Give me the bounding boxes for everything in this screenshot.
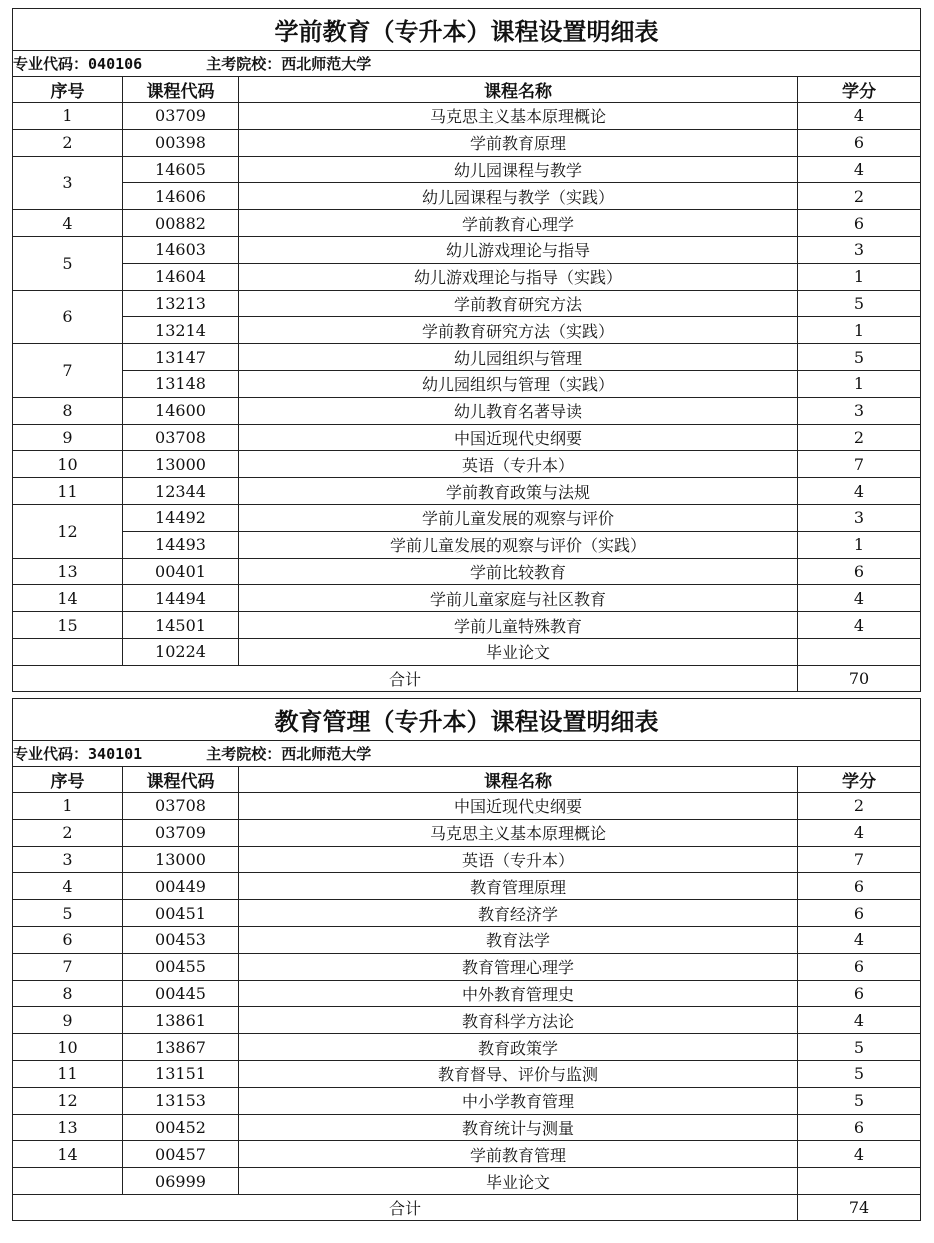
course-code: 14492 [123,504,239,531]
table-row [13,873,921,900]
table-row [13,953,921,980]
header-credit: 学分 [798,767,921,793]
row-number: 7 [13,344,123,398]
major-code-label: 专业代码： [13,745,89,763]
course-credit: 1 [798,263,921,290]
course-credit: 5 [798,1060,921,1087]
major-code: 040106 [88,55,143,73]
table-preschool-education [12,8,921,692]
course-credit: 4 [798,612,921,639]
course-code: 00882 [123,210,239,237]
course-code: 00457 [123,1141,239,1168]
course-credit: 5 [798,344,921,371]
course-name: 学前教育原理 [239,129,798,156]
course-name: 中外教育管理史 [239,980,798,1007]
table-row [13,1007,921,1034]
row-number: 9 [13,424,123,451]
course-credit: 5 [798,1034,921,1061]
course-name: 英语（专升本） [239,451,798,478]
row-number: 3 [13,156,123,210]
course-credit: 2 [798,424,921,451]
course-credit: 6 [798,129,921,156]
course-code: 14604 [123,263,239,290]
row-number: 8 [13,980,123,1007]
title-row [13,9,921,51]
table-row [13,1060,921,1087]
course-name: 学前教育研究方法 [239,290,798,317]
row-number: 5 [13,900,123,927]
course-name: 幼儿教育名著导读 [239,397,798,424]
info-cell [13,741,921,767]
header-row [13,767,921,793]
course-code: 00452 [123,1114,239,1141]
table-row [13,478,921,505]
title-row [13,699,921,741]
course-code: 00455 [123,953,239,980]
course-name: 教育督导、评价与监测 [239,1060,798,1087]
table-row [13,1141,921,1168]
course-credit: 7 [798,451,921,478]
row-number: 4 [13,873,123,900]
row-number: 2 [13,819,123,846]
info-row [13,741,921,767]
table-row [13,451,921,478]
course-credit: 1 [798,370,921,397]
course-code: 14603 [123,236,239,263]
table-row [13,926,921,953]
table-row [13,317,921,344]
course-code: 14493 [123,531,239,558]
row-number: 10 [13,451,123,478]
course-credit: 3 [798,504,921,531]
course-credit: 5 [798,290,921,317]
course-code: 13861 [123,1007,239,1034]
course-code: 13867 [123,1034,239,1061]
table-row [13,1114,921,1141]
course-code: 06999 [123,1168,239,1195]
row-number: 10 [13,1034,123,1061]
row-number: 12 [13,504,123,558]
course-code: 03708 [123,793,239,820]
course-credit: 6 [798,900,921,927]
course-name: 学前儿童发展的观察与评价（实践） [239,531,798,558]
row-number: 14 [13,585,123,612]
row-number: 9 [13,1007,123,1034]
course-credit: 4 [798,819,921,846]
course-code: 00453 [123,926,239,953]
table-row [13,793,921,820]
course-credit: 6 [798,873,921,900]
table-row [13,103,921,130]
total-label: 合计 [13,1194,798,1220]
row-number: 4 [13,210,123,237]
header-code: 课程代码 [123,767,239,793]
course-name: 学前教育政策与法规 [239,478,798,505]
table-education-management [12,698,921,1221]
table-row [13,424,921,451]
major-code: 340101 [88,745,143,763]
table-row [13,558,921,585]
table-row [13,129,921,156]
table-row [13,397,921,424]
course-credit: 4 [798,103,921,130]
school-label: 主考院校： [206,55,282,73]
course-name: 学前教育心理学 [239,210,798,237]
course-code: 13000 [123,846,239,873]
row-number: 15 [13,612,123,639]
row-number: 12 [13,1087,123,1114]
course-code: 00401 [123,558,239,585]
row-number: 3 [13,846,123,873]
table-row [13,1087,921,1114]
table-row [13,585,921,612]
course-code: 10224 [123,638,239,665]
course-name: 教育科学方法论 [239,1007,798,1034]
table-row [13,504,921,531]
row-number: 1 [13,103,123,130]
course-name: 中小学教育管理 [239,1087,798,1114]
school-name: 西北师范大学 [281,745,372,763]
table-row [13,638,921,665]
course-code: 13214 [123,317,239,344]
row-number: 11 [13,478,123,505]
info-cell [13,51,921,77]
table-row [13,370,921,397]
info-row [13,51,921,77]
course-code: 13000 [123,451,239,478]
course-code: 13153 [123,1087,239,1114]
course-credit: 4 [798,1141,921,1168]
table-row [13,210,921,237]
course-name: 学前儿童家庭与社区教育 [239,585,798,612]
table-row [13,980,921,1007]
course-name: 英语（专升本） [239,846,798,873]
course-code: 03709 [123,819,239,846]
course-name: 幼儿园课程与教学（实践） [239,183,798,210]
total-row [13,665,921,691]
school-name: 西北师范大学 [281,55,372,73]
row-number: 6 [13,926,123,953]
course-name: 幼儿游戏理论与指导（实践） [239,263,798,290]
table-row [13,290,921,317]
course-name: 中国近现代史纲要 [239,424,798,451]
row-number: 8 [13,397,123,424]
course-name: 教育法学 [239,926,798,953]
row-number: 6 [13,290,123,344]
header-name: 课程名称 [239,77,798,103]
course-code: 13213 [123,290,239,317]
total-credit: 74 [798,1194,921,1220]
header-no: 序号 [13,77,123,103]
course-code: 14494 [123,585,239,612]
course-name: 学前教育管理 [239,1141,798,1168]
course-credit: 6 [798,980,921,1007]
row-number: 5 [13,236,123,290]
table-row [13,612,921,639]
course-code: 12344 [123,478,239,505]
header-name: 课程名称 [239,767,798,793]
course-name: 中国近现代史纲要 [239,793,798,820]
course-credit: 3 [798,236,921,263]
table-row [13,183,921,210]
course-name: 幼儿园组织与管理 [239,344,798,371]
course-code: 14606 [123,183,239,210]
course-name: 马克思主义基本原理概论 [239,103,798,130]
course-credit: 3 [798,397,921,424]
table-row [13,819,921,846]
course-code: 03708 [123,424,239,451]
table-title: 教育管理（专升本）课程设置明细表 [13,699,921,741]
row-number: 2 [13,129,123,156]
course-code: 00449 [123,873,239,900]
course-code: 13148 [123,370,239,397]
course-credit: 1 [798,531,921,558]
course-code: 00445 [123,980,239,1007]
course-code: 14501 [123,612,239,639]
course-credit: 4 [798,1007,921,1034]
total-label: 合计 [13,665,798,691]
course-code: 00451 [123,900,239,927]
course-credit: 2 [798,183,921,210]
course-name: 教育经济学 [239,900,798,927]
course-name: 幼儿游戏理论与指导 [239,236,798,263]
row-number: 13 [13,558,123,585]
course-code: 13147 [123,344,239,371]
row-number [13,638,123,665]
course-credit: 6 [798,1114,921,1141]
course-credit: 6 [798,210,921,237]
course-credit: 4 [798,156,921,183]
table-row [13,263,921,290]
total-row [13,1194,921,1220]
course-name: 教育政策学 [239,1034,798,1061]
major-code-label: 专业代码： [13,55,89,73]
course-credit: 1 [798,317,921,344]
course-name: 学前教育研究方法（实践） [239,317,798,344]
course-credit: 6 [798,953,921,980]
table-row [13,1168,921,1195]
course-credit: 7 [798,846,921,873]
header-credit: 学分 [798,77,921,103]
table-row [13,156,921,183]
row-number: 13 [13,1114,123,1141]
course-name: 毕业论文 [239,1168,798,1195]
course-credit: 5 [798,1087,921,1114]
course-name: 马克思主义基本原理概论 [239,819,798,846]
header-code: 课程代码 [123,77,239,103]
course-credit: 4 [798,478,921,505]
course-code: 14600 [123,397,239,424]
total-credit: 70 [798,665,921,691]
course-name: 幼儿园课程与教学 [239,156,798,183]
course-name: 学前儿童特殊教育 [239,612,798,639]
row-number: 7 [13,953,123,980]
table-row [13,846,921,873]
school-label: 主考院校： [206,745,282,763]
course-name: 教育管理原理 [239,873,798,900]
course-credit: 4 [798,926,921,953]
course-name: 教育统计与测量 [239,1114,798,1141]
course-code: 03709 [123,103,239,130]
course-credit: 6 [798,558,921,585]
course-credit: 2 [798,793,921,820]
header-no: 序号 [13,767,123,793]
course-name: 学前比较教育 [239,558,798,585]
course-name: 幼儿园组织与管理（实践） [239,370,798,397]
course-credit: 4 [798,585,921,612]
row-number [13,1168,123,1195]
course-code: 13151 [123,1060,239,1087]
course-code: 14605 [123,156,239,183]
course-name: 毕业论文 [239,638,798,665]
course-name: 学前儿童发展的观察与评价 [239,504,798,531]
row-number: 11 [13,1060,123,1087]
table-row [13,531,921,558]
row-number: 1 [13,793,123,820]
course-credit [798,638,921,665]
table-row [13,236,921,263]
course-code: 00398 [123,129,239,156]
table-row [13,1034,921,1061]
course-credit [798,1168,921,1195]
table-row [13,900,921,927]
table-title: 学前教育（专升本）课程设置明细表 [13,9,921,51]
course-name: 教育管理心理学 [239,953,798,980]
table-row [13,344,921,371]
row-number: 14 [13,1141,123,1168]
header-row [13,77,921,103]
